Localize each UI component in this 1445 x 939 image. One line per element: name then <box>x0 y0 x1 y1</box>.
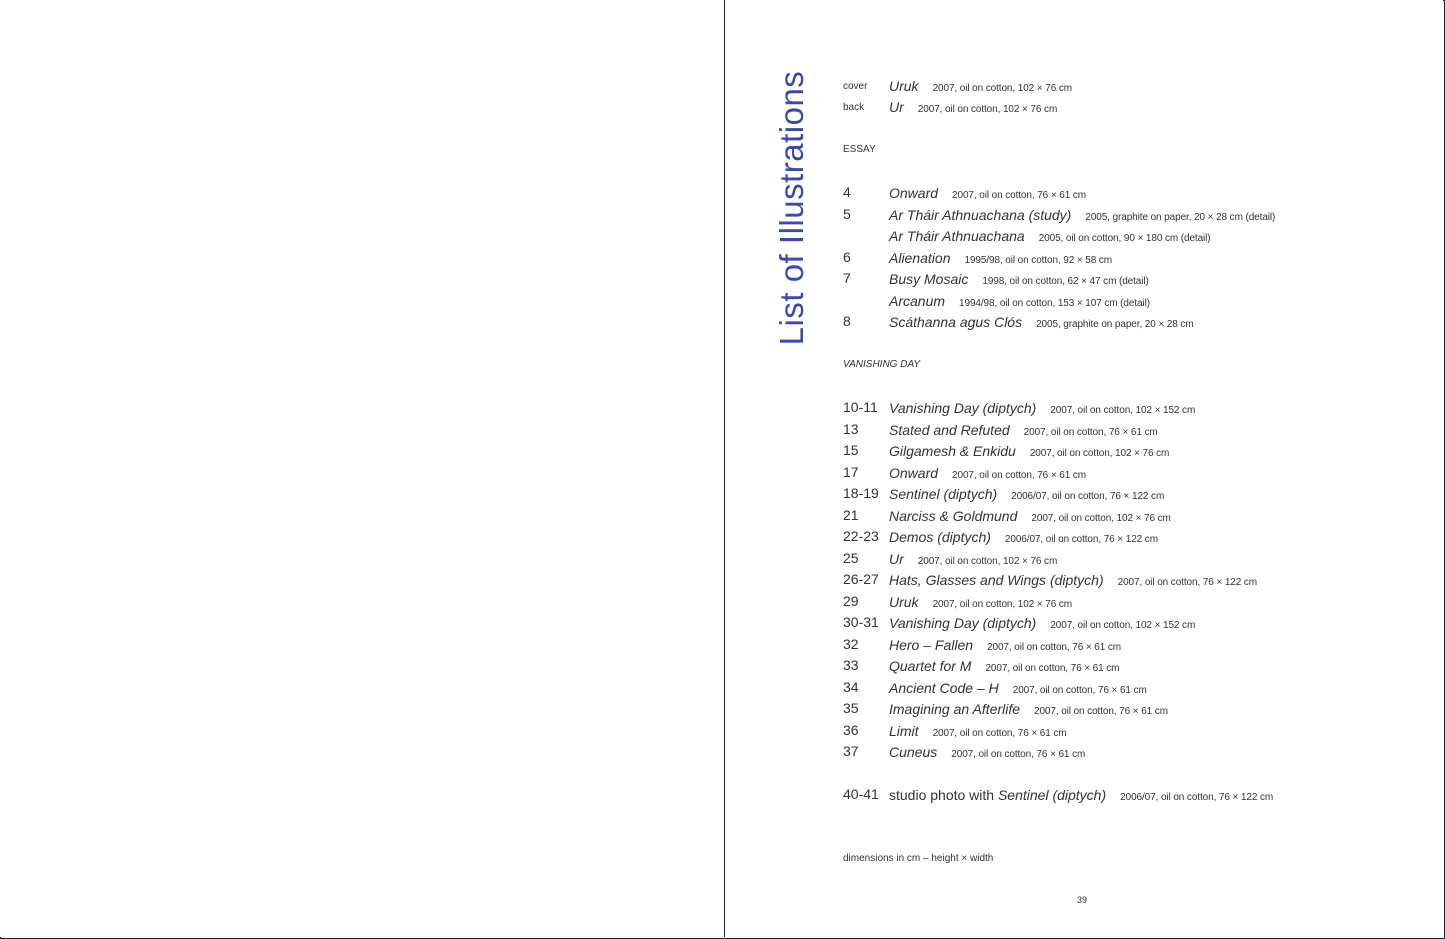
item-label: cover <box>843 81 868 92</box>
item-title: Hats, Glasses and Wings (diptych) <box>889 572 1104 588</box>
item-title: Ar Tháir Athnuachana <box>889 228 1025 244</box>
section-heading-essay: ESSAY <box>843 144 876 155</box>
section-heading-vanishing-day: VANISHING DAY <box>843 359 921 370</box>
item-title: Ur <box>889 99 904 115</box>
item-title: Arcanum <box>889 292 946 309</box>
item-meta: 2007, oil on cotton, 76 × 122 cm <box>1117 577 1258 588</box>
left-page-blank <box>0 0 724 937</box>
item-title: Uruk <box>889 78 919 94</box>
page-title: List of Illustrations <box>773 70 810 346</box>
item-title: Sentinel (diptych) <box>889 486 998 502</box>
item-meta: 2007, oil on cotton, 102 × 76 cm <box>932 83 1072 94</box>
item-title: Cuneus <box>889 744 938 760</box>
item-title: Ancient Code – H <box>889 679 999 696</box>
item-title: Stated and Refuted <box>889 421 1010 438</box>
item-number: 30-31 <box>843 614 879 630</box>
item-number: 7 <box>843 270 851 286</box>
item-number: 13 <box>843 420 859 437</box>
item-number: 33 <box>843 657 859 673</box>
item-meta: 2007, oil on cotton, 76 × 61 cm <box>987 641 1121 653</box>
item-meta: 2007, oil on cotton, 76 × 61 cm <box>1012 684 1147 696</box>
item-meta: 1995/98, oil on cotton, 92 × 58 cm <box>964 254 1113 266</box>
item-meta: 2007, oil on cotton, 76 × 61 cm <box>932 727 1067 739</box>
item-meta: 2007, oil on cotton, 76 × 61 cm <box>952 190 1086 201</box>
item-meta: 2007, oil on cotton, 102 × 152 cm <box>1050 405 1196 416</box>
item-meta: 2006/07, oil on cotton, 76 × 122 cm <box>1011 491 1165 502</box>
item-meta: 2007, oil on cotton, 76 × 61 cm <box>985 663 1120 674</box>
item-meta: 2005, oil on cotton, 90 × 180 cm (detail) <box>1038 233 1211 244</box>
item-number: 4 <box>843 184 851 200</box>
item-meta: 2007, oil on cotton, 76 × 61 cm <box>952 469 1086 481</box>
page-number: 39 <box>1077 895 1088 905</box>
item-meta: 2007, oil on cotton, 102 × 76 cm <box>1031 512 1171 524</box>
item-meta: 2007, oil on cotton, 102 × 76 cm <box>932 598 1072 610</box>
item-title: Demos (diptych) <box>889 529 991 545</box>
item-meta: 2007, oil on cotton, 102 × 76 cm <box>1029 448 1170 459</box>
item-meta: 2007, oil on cotton, 102 × 76 cm <box>917 555 1058 567</box>
item-number: 35 <box>843 700 859 716</box>
item-title: Ur <box>889 550 904 567</box>
footnote: dimensions in cm – height × width <box>843 853 994 864</box>
item-meta: 1994/98, oil on cotton, 153 × 107 cm (detail) <box>959 297 1150 309</box>
item-title: Narciss & Goldmund <box>889 507 1018 524</box>
item-number: 8 <box>843 313 851 329</box>
item-meta: 2007, oil on cotton, 76 × 61 cm <box>1034 706 1168 717</box>
item-number: 34 <box>843 678 859 695</box>
item-title: Limit <box>889 722 919 739</box>
item-number: 6 <box>843 248 851 265</box>
item-title: Imagining an Afterlife <box>889 701 1020 717</box>
item-title: Quartet for M <box>889 658 972 674</box>
item-number: 10-11 <box>843 399 878 415</box>
item-title: Onward <box>889 185 939 201</box>
item-number: 22-23 <box>843 528 879 544</box>
item-meta: 2005, graphite on paper, 20 × 28 cm <box>1036 319 1194 330</box>
item-title: Scáthanna agus Clós <box>889 314 1023 330</box>
item-prefix: studio photo with <box>889 787 998 803</box>
item-title: Sentinel (diptych) <box>997 787 1107 803</box>
item-number: 32 <box>843 635 859 652</box>
item-meta: 2007, oil on cotton, 102 × 152 cm <box>1050 620 1196 631</box>
item-title: Alienation <box>889 249 951 266</box>
item-title: Vanishing Day (diptych) <box>889 400 1037 416</box>
item-number: 15 <box>843 442 859 458</box>
item-title: Vanishing Day (diptych) <box>889 615 1037 631</box>
item-meta: 2007, oil on cotton, 76 × 61 cm <box>1023 426 1158 438</box>
item-number: 36 <box>843 721 859 738</box>
item-meta: 2006/07, oil on cotton, 76 × 122 cm <box>1120 792 1274 803</box>
item-number: 40-41 <box>843 786 879 802</box>
item-meta: 2007, oil on cotton, 76 × 61 cm <box>951 749 1086 760</box>
item-meta: 2006/07, oil on cotton, 76 × 122 cm <box>1004 534 1158 545</box>
item-title: Hero – Fallen <box>889 636 974 653</box>
item-title: Busy Mosaic <box>889 271 969 287</box>
item-number: 37 <box>843 743 859 759</box>
item-title: Gilgamesh & Enkidu <box>889 443 1016 459</box>
item-number: 5 <box>843 205 851 222</box>
item-meta: 1998, oil on cotton, 62 × 47 cm (detail) <box>982 276 1149 287</box>
item-label: back <box>843 102 865 113</box>
item-meta: 2007, oil on cotton, 102 × 76 cm <box>917 104 1058 115</box>
item-number: 18-19 <box>843 485 879 501</box>
item-number: 26-27 <box>843 571 879 587</box>
item-number: 25 <box>843 549 859 566</box>
item-meta: 2005, graphite on paper, 20 × 28 cm (detail) <box>1085 211 1276 223</box>
item-title: Onward <box>889 464 939 481</box>
item-number: 17 <box>843 463 859 480</box>
item-title: Uruk <box>889 593 919 610</box>
item-title: Ar Tháir Athnuachana (study) <box>889 206 1072 223</box>
item-number: 21 <box>843 506 859 523</box>
item-number: 29 <box>843 592 859 609</box>
